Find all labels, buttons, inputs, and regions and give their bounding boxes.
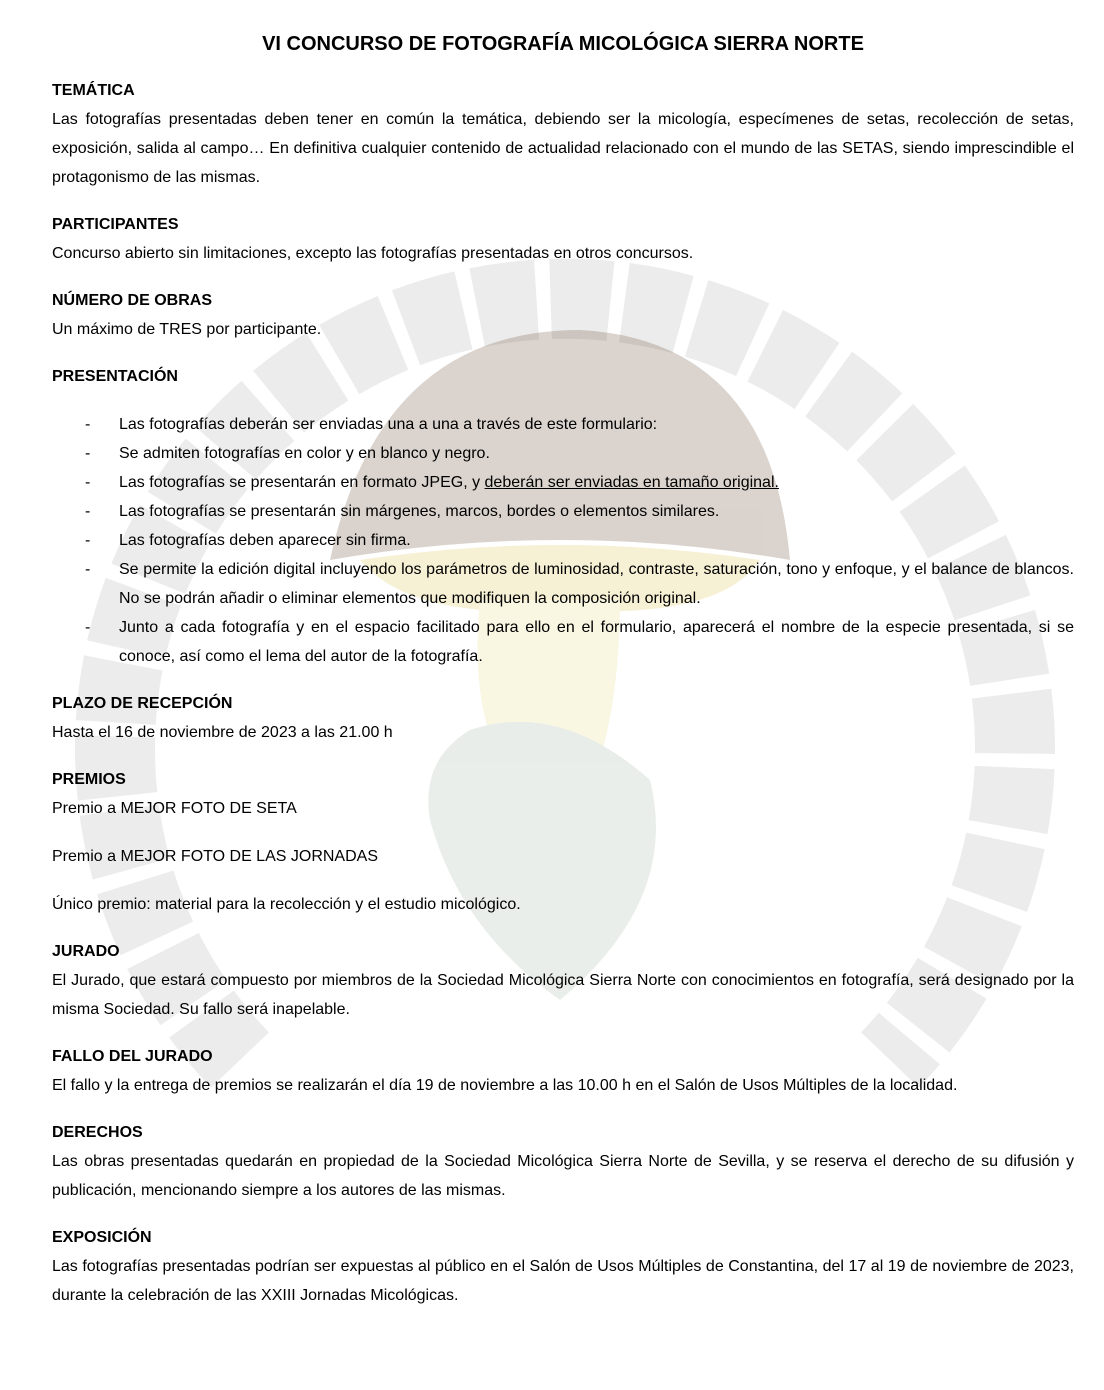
section-text: El Jurado, que estará compuesto por miembros de la Sociedad Micológica Sierra Norte con conocimientos en fotografía, será designado por la misma Sociedad. Su fallo será inapelable. <box>52 972 1074 1018</box>
prize-line: Único premio: material para la recolección y el estudio micológico. <box>52 896 521 913</box>
section-text: El fallo y la entrega de premios se realizarán el día 19 de noviembre a las 10.00 h en el Salón de Usos Múltiples de la localidad. <box>52 1077 958 1094</box>
section-text: Concurso abierto sin limitaciones, excepto las fotografías presentadas en otros concursos. <box>52 245 694 262</box>
list-item: - Se permite la edición digital incluyendo los parámetros de luminosidad, contraste, saturación, tono y enfoque, y el balance de blancos. No se podrán añadir o eliminar elementos que modifiquen la composición original. <box>52 555 1074 613</box>
section-jurado <box>52 937 1074 1024</box>
section-heading: DERECHOS <box>52 1124 143 1141</box>
section-text: Un máximo de TRES por participante. <box>52 321 322 338</box>
section-exposicion <box>52 1223 1074 1310</box>
section-text: Las obras presentadas quedarán en propiedad de la Sociedad Micológica Sierra Norte de Sevilla, y se reserva el derecho de su difusión y publicación, mencionando siempre a los autores de las mismas. <box>52 1153 1074 1199</box>
section-participantes <box>52 210 1074 268</box>
prize-line: Premio a MEJOR FOTO DE SETA <box>52 800 297 817</box>
section-heading: FALLO DEL JURADO <box>52 1048 213 1065</box>
section-heading: PARTICIPANTES <box>52 216 179 233</box>
section-heading: NÚMERO DE OBRAS <box>52 292 213 309</box>
section-heading: JURADO <box>52 943 120 960</box>
section-text: Las fotografías presentadas podrían ser expuestas al público en el Salón de Usos Múltiples de Constantina, del 17 al 19 de noviembre de 2023, durante la celebración de las XXIII Jornadas Micológicas. <box>52 1258 1074 1304</box>
underlined-text: deberán ser enviadas en tamaño original. <box>484 474 779 491</box>
list-item-text: Las fotografías se presentarán en formato JPEG, y <box>119 474 485 491</box>
section-text: Las fotografías presentadas deben tener en común la temática, debiendo ser la micología, especímenes de setas, recolección de setas, exposición, salida al campo… En definitiva cualquier contenido de actualidad relacionado con el mundo de las SETAS, siendo imprescindible el protagonismo de las mismas. <box>52 111 1074 186</box>
section-derechos <box>52 1118 1074 1205</box>
list-item: - Las fotografías deberán ser enviadas una a una a través de este formulario: <box>52 410 1074 439</box>
section-plazo <box>52 689 1074 747</box>
prize-line: Premio a MEJOR FOTO DE LAS JORNADAS <box>52 848 378 865</box>
page-title: VI CONCURSO DE FOTOGRAFÍA MICOLÓGICA SIERRA NORTE <box>262 33 864 55</box>
rules-list <box>52 410 1074 671</box>
section-heading: TEMÁTICA <box>52 82 135 99</box>
section-numero-obras <box>52 286 1074 344</box>
list-item: - Las fotografías deben aparecer sin firma. <box>52 526 1074 555</box>
list-item: - Junto a cada fotografía y en el espacio facilitado para ello en el formulario, aparecerá el nombre de la especie presentada, si se conoce, así como el lema del autor de la fotografía. <box>52 613 1074 671</box>
section-heading: PRESENTACIÓN <box>52 368 178 385</box>
section-presentacion <box>52 362 1074 671</box>
section-text: Hasta el 16 de noviembre de 2023 a las 21.00 h <box>52 724 393 741</box>
section-heading: PLAZO DE RECEPCIÓN <box>52 695 233 712</box>
list-item: - Las fotografías se presentarán sin márgenes, marcos, bordes o elementos similares. <box>52 497 1074 526</box>
list-item <box>52 468 1074 497</box>
section-fallo <box>52 1042 1074 1100</box>
section-tematica <box>52 76 1074 192</box>
section-heading: PREMIOS <box>52 771 126 788</box>
list-item: - Se admiten fotografías en color y en blanco y negro. <box>52 439 1074 468</box>
section-premios <box>52 765 1074 919</box>
section-heading: EXPOSICIÓN <box>52 1229 152 1246</box>
